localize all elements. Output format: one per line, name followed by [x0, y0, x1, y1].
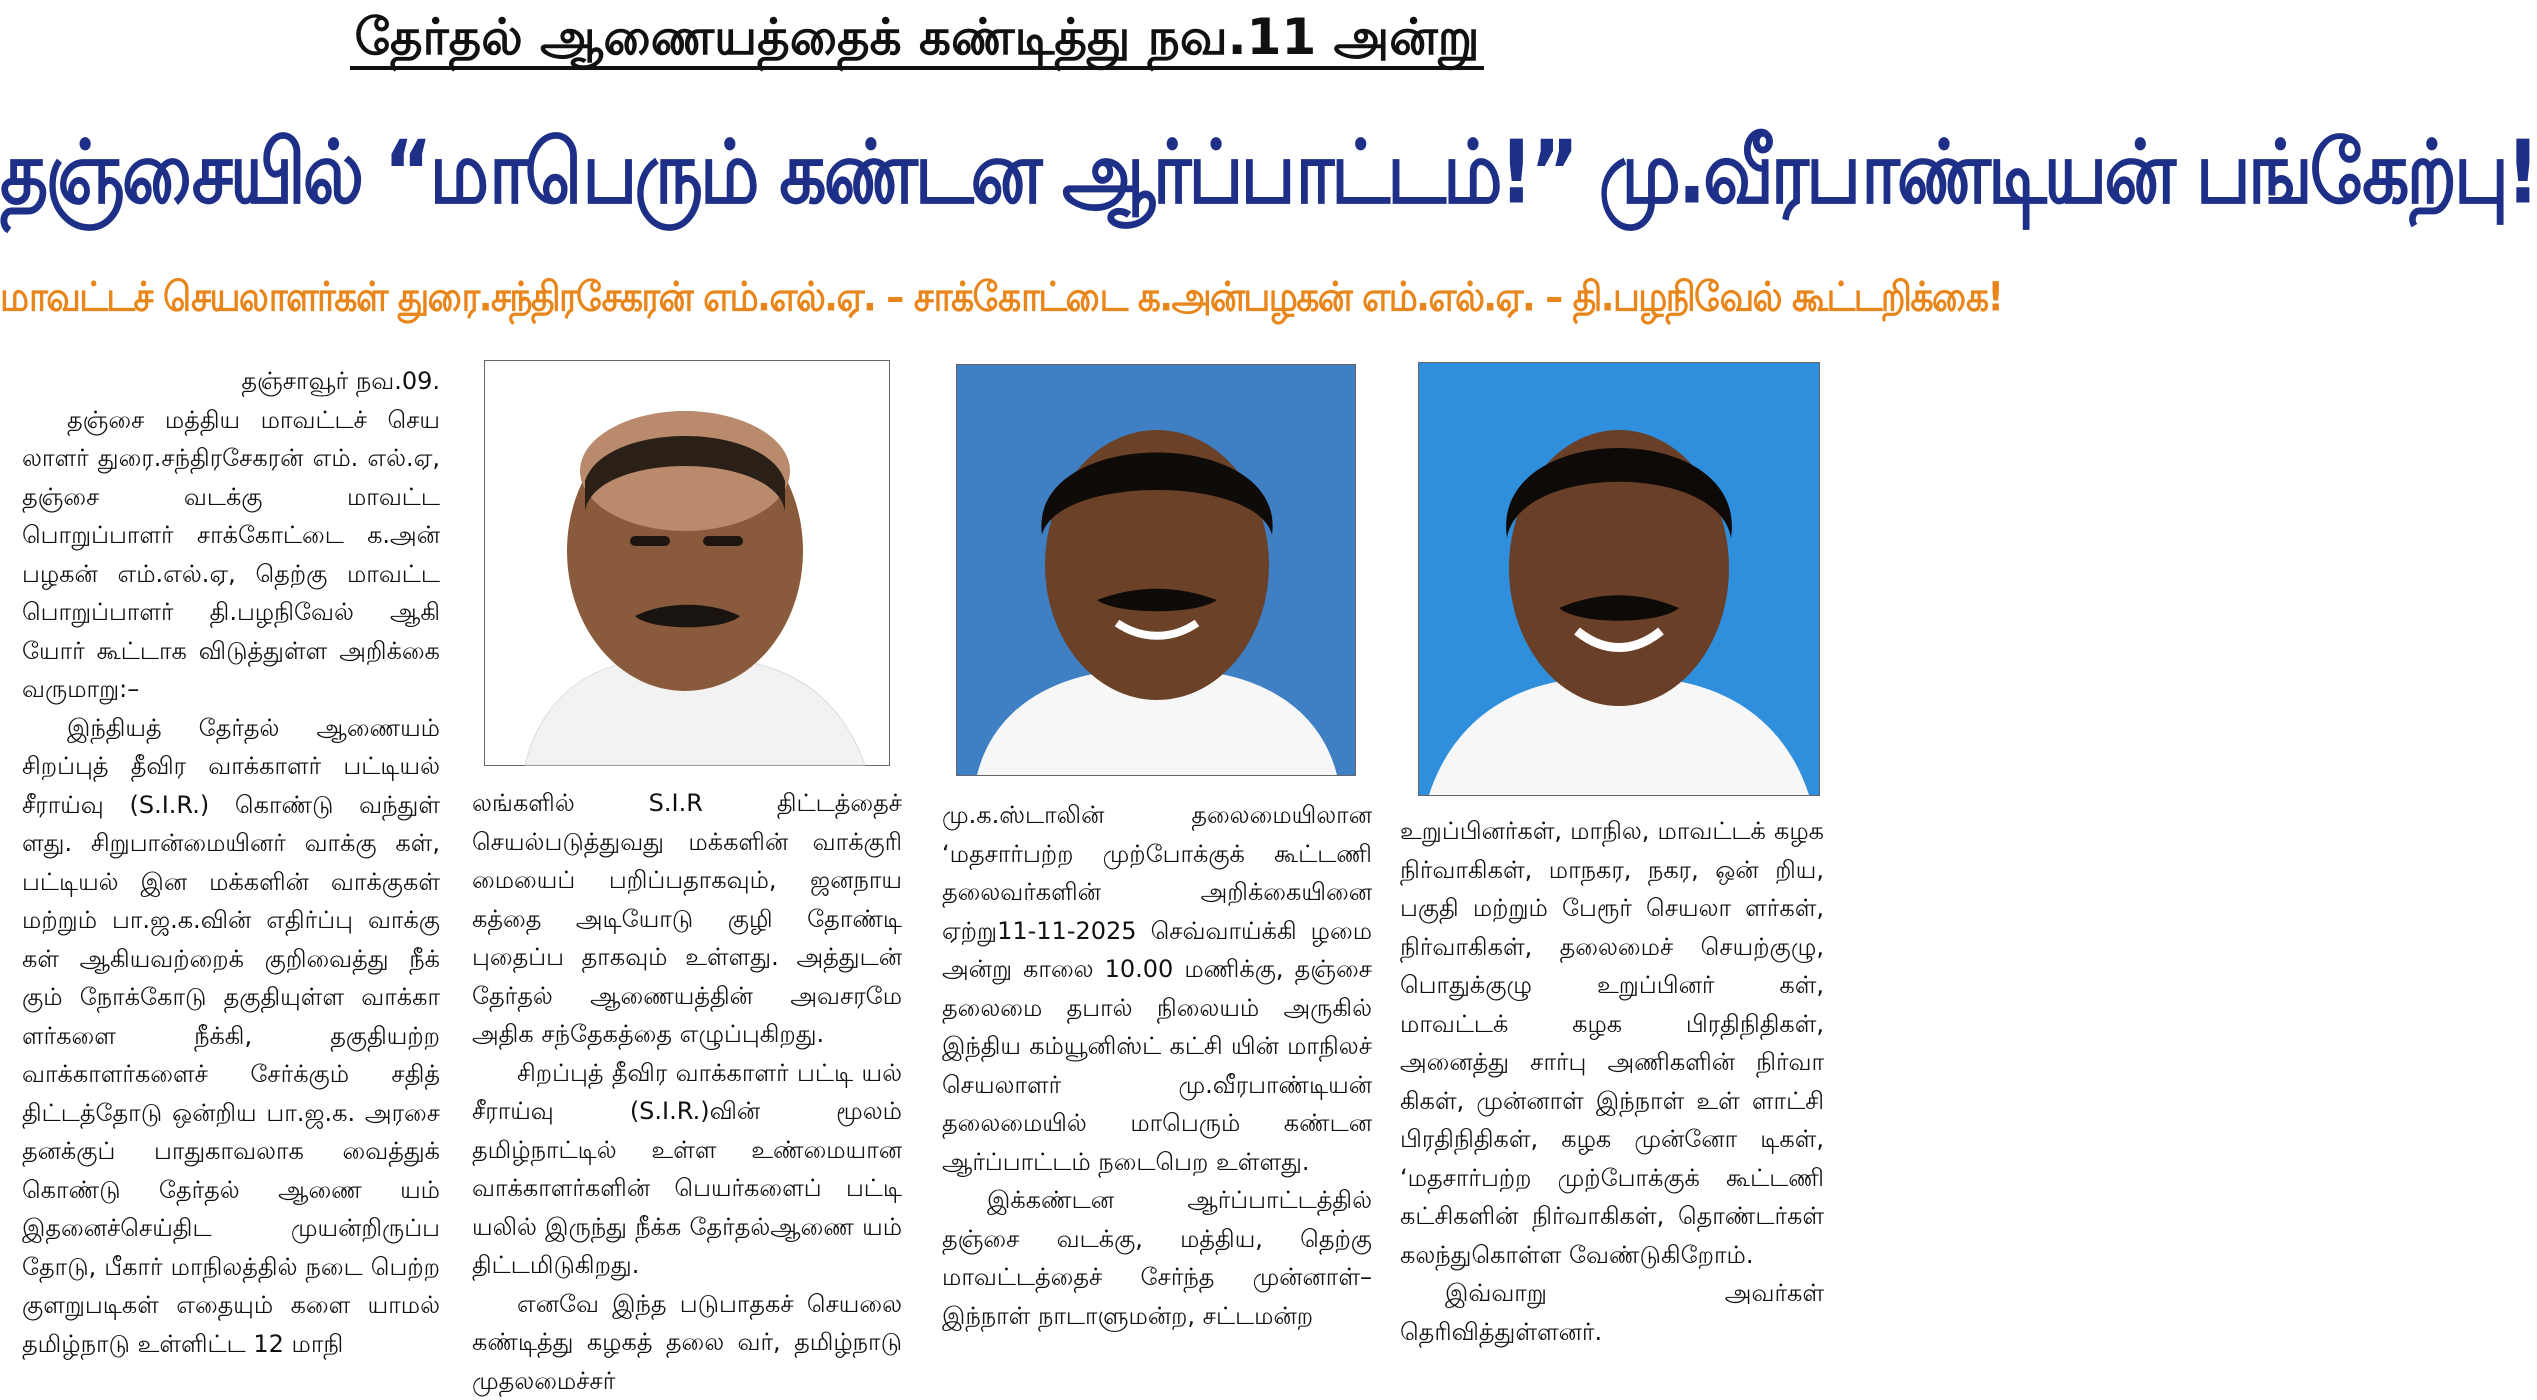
kicker-heading: தேர்தல் ஆணையத்தைக் கண்டித்து நவ.11 அன்று — [0, 4, 1834, 70]
article-column-3 — [942, 796, 1372, 1335]
article-column-1 — [22, 362, 440, 1363]
article-column-4 — [1400, 812, 1824, 1351]
paragraph: மு.க.ஸ்டாலின் தலைமையிலான ‘மதசார்பற்ற முற்போக்குக் கூட்டணி தலைவர்களின் அறிக்கையினை ஏற்று11-11-2025 செவ்வாய்க்கி ழமை அன்று காலை 10.00 மணிக்கு, தஞ்சை தலைமை தபால் நிலையம் அருகில் இந்திய கம்யூனிஸ்ட் கட்சி யின் மாநிலச் செயலாளர் மு.வீரபாண்டியன் தலைமையில் மாபெரும் கண்டன ஆர்ப்பாட்டம் நடைபெற உள்ளது. — [942, 796, 1372, 1181]
sub-headline: மாவட்டச் செயலாளர்கள் துரை.சந்திரசேகரன் எம்.எல்.ஏ. – சாக்கோட்டை க.அன்பழகன் எம்.எல்.ஏ. – தி.பழநிவேல் கூட்டறிக்கை! — [0, 264, 1834, 331]
paragraph: தஞ்சை மத்திய மாவட்டச் செய லாளர் துரை.சந்திரசேகரன் எம். எல்.ஏ, தஞ்சை வடக்கு மாவட்ட பொறுப்பாளர் சாக்கோட்டை க.அன் பழகன் எம்.எல்.ஏ, தெற்கு மாவட்ட பொறுப்பாளர் தி.பழநிவேல் ஆகி யோர் கூட்டாக விடுத்துள்ள அறிக்கை வருமாறு:– — [22, 401, 440, 709]
article-column-2 — [472, 784, 902, 1400]
paragraph: இந்தியத் தேர்தல் ஆணையம் சிறப்புத் தீவிர வாக்காளர் பட்டியல் சீராய்வு (S.I.R.) கொண்டு வந்துள் ளது. சிறுபான்மையினர் வாக்கு கள், பட்டியல் இன மக்களின் வாக்குகள் மற்றும் பா.ஜ.க.வின் எதிர்ப்பு வாக்கு கள் ஆகியவற்றைக் குறிவைத்து நீக் கும் நோக்கோடு தகுதியுள்ள வாக்கா ளர்களை நீக்கி, தகுதியற்ற வாக்காளர்களைச் சேர்க்கும் சதித் திட்டத்தோடு ஒன்றிய பா.ஜ.க. அரசை தனக்குப் பாதுகாவலாக வைத்துக் கொண்டு தேர்தல் ஆணை யம் இதனைச்செய்திட முயன்றிருப்ப தோடு, பீகார் மாநிலத்தில் நடை பெற்ற குளறுபடிகள் எதையும் களை யாமல் தமிழ்நாடு உள்ளிட்ட 12 மாநி — [22, 709, 440, 1364]
portrait-photo-1 — [484, 360, 890, 766]
main-headline: தஞ்சையில் “மாபெரும் கண்டன ஆர்ப்பாட்டம்!” மு.வீரபாண்டியன் பங்கேற்பு! — [0, 108, 1834, 238]
portrait-photo-3 — [1418, 362, 1820, 796]
dateline: தஞ்சாவூர் நவ.09. — [22, 362, 440, 401]
paragraph: இக்கண்டன ஆர்ப்பாட்டத்தில் தஞ்சை வடக்கு, மத்திய, தெற்கு மாவட்டத்தைச் சேர்ந்த முன்னாள்– இந்நாள் நாடாளுமன்ற, சட்டமன்ற — [942, 1181, 1372, 1335]
paragraph: எனவே இந்த படுபாதகச் செயலை கண்டித்து கழகத் தலை வர், தமிழ்நாடு முதலமைச்சர் — [472, 1285, 902, 1400]
paragraph: உறுப்பினர்கள், மாநில, மாவட்டக் கழக நிர்வாகிகள், மாநகர, நகர, ஒன் றிய, பகுதி மற்றும் பேரூர் செயலா ளர்கள், நிர்வாகிகள், தலைமைச் செயற்குழு, பொதுக்குழு உறுப்பினர் கள், மாவட்டக் கழக பிரதிநிதிகள், அனைத்து சார்பு அணிகளின் நிர்வா கிகள், முன்னாள் இந்நாள் உள் ளாட்சி பிரதிநிதிகள், கழக முன்னோ டிகள், ‘மதசார்பற்ற முற்போக்குக் கூட்டணி கட்சிகளின் நிர்வாகிகள், தொண்டர்கள் கலந்துகொள்ள வேண்டுகிறோம். — [1400, 812, 1824, 1274]
paragraph: லங்களில் S.I.R திட்டத்தைச் செயல்படுத்துவது மக்களின் வாக்குரி மையைப் பறிப்பதாகவும், ஜனநாய கத்தை அடியோடு குழி தோண்டி புதைப்ப தாகவும் உள்ளது. அத்துடன் தேர்தல் ஆணையத்தின் அவசரமே அதிக சந்தேகத்தை எழுப்புகிறது. — [472, 784, 902, 1054]
portrait-photo-2 — [956, 364, 1356, 776]
paragraph: சிறப்புத் தீவிர வாக்காளர் பட்டி யல் சீராய்வு (S.I.R.)வின் மூலம் தமிழ்நாட்டில் உள்ள உண்மையான வாக்காளர்களின் பெயர்களைப் பட்டி யலில் இருந்து நீக்க தேர்தல்ஆணை யம் திட்டமிடுகிறது. — [472, 1054, 902, 1285]
paragraph: இவ்வாறு அவர்கள் தெரிவித்துள்ளனர். — [1400, 1274, 1824, 1351]
